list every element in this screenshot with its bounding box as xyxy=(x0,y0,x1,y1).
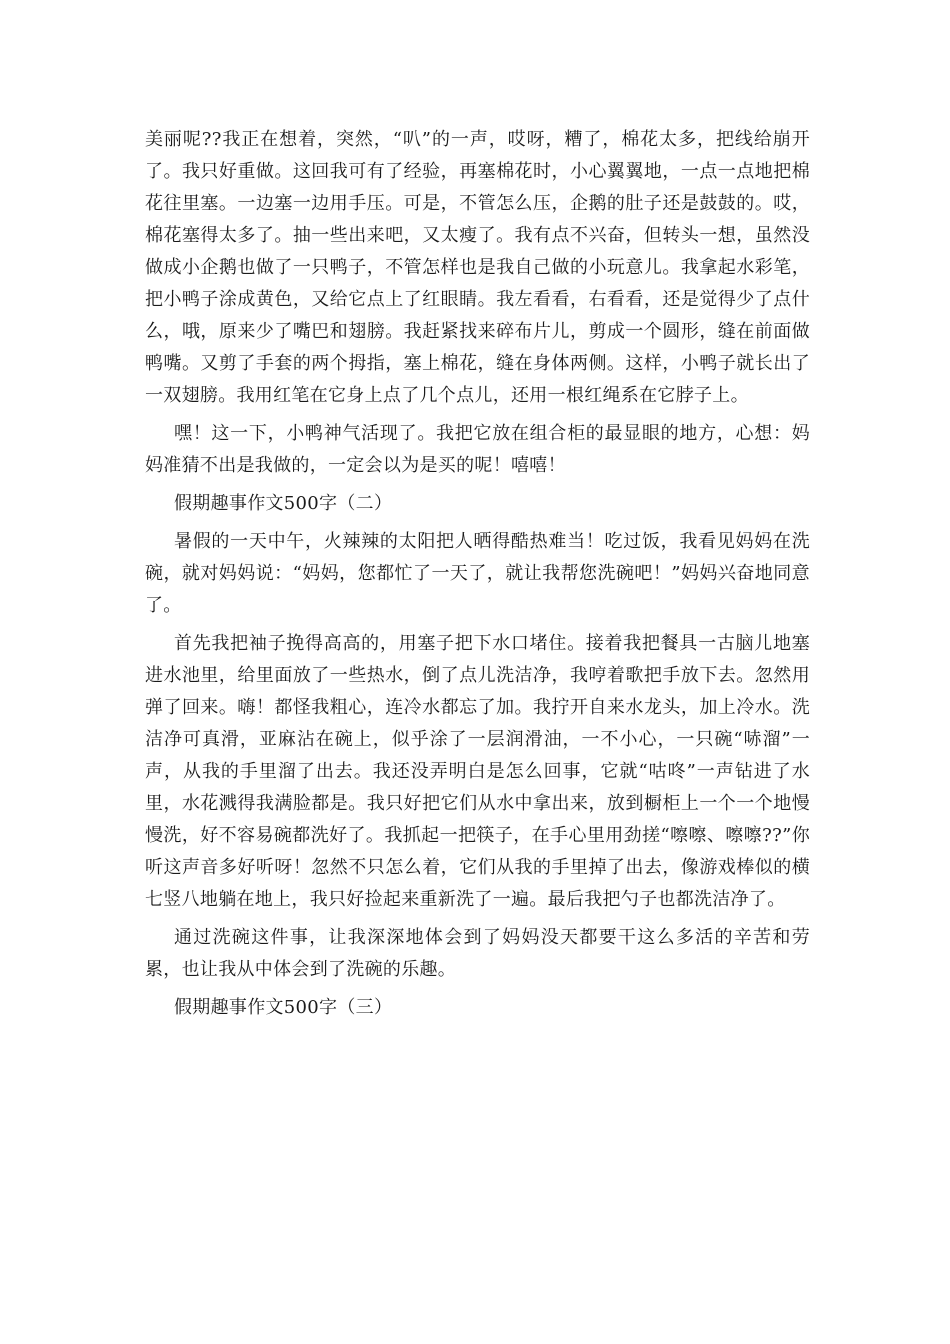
paragraph-1: 美丽呢??我正在想着，突然，“叭”的一声，哎呀，糟了，棉花太多，把线给崩开了。我只好重做。这回我可有了经验，再塞棉花时，小心翼翼地，一点一点地把棉花往里塞。一边塞一边用手压。可是，不管怎么压，企鹅的肚子还是鼓鼓的。哎，棉花塞得太多了。抽一些出来吧，又太瘦了。我有点不兴奋，但转头一想，虽然没做成小企鹅也做了一只鸭子，不管怎样也是我自己做的小玩意儿。我拿起水彩笔，把小鸭子涂成黄色，又给它点上了红眼睛。我左看看，右看看，还是觉得少了点什么，哦，原来少了嘴巴和翅膀。我赶紧找来碎布片儿，剪成一个圆形，缝在前面做鸭嘴。又剪了手套的两个拇指，塞上棉花，缝在身体两侧。这样，小鸭子就长出了一双翅膀。我用红笔在它身上点了几个点儿，还用一根红绳系在它脖子上。 xyxy=(145,129,810,406)
section-heading-3: 假期趣事作文500字（三） xyxy=(174,997,393,1018)
document-body xyxy=(145,124,810,1030)
paragraph-4: 首先我把袖子挽得高高的，用塞子把下水口堵住。接着我把餐具一古脑儿地塞进水池里，给里面放了一些热水，倒了点儿洗洁净，我哼着歌把手放下去。忽然用弹了回来。嗨！都怪我粗心，连冷水都忘了加。我拧开自来水龙头，加上冷水。洗洁净可真滑，亚麻沾在碗上，似乎涂了一层润滑油，一不小心，一只碗“哧溜”一声，从我的手里溜了出去。我还没弄明白是怎么回事，它就“咕咚”一声钻进了水里，水花溅得我满脸都是。我只好把它们从水中拿出来，放到橱柜上一个一个地慢慢洗，好不容易碗都洗好了。我抓起一把筷子，在手心里用劲搓“嚓嚓、嚓嚓??”你听这声音多好听呀！忽然不只怎么着，它们从我的手里掉了出去，像游戏棒似的横七竖八地躺在地上，我只好捡起来重新洗了一遍。最后我把勺子也都洗洁净了。 xyxy=(145,633,810,910)
section-heading-2: 假期趣事作文500字（二） xyxy=(174,493,393,514)
paragraph-3: 暑假的一天中午，火辣辣的太阳把人晒得酷热难当！吃过饭，我看见妈妈在洗碗，就对妈妈说：“妈妈，您都忙了一天了，就让我帮您洗碗吧！”妈妈兴奋地同意了。 xyxy=(145,531,810,616)
paragraph-2: 嘿！这一下，小鸭神气活现了。我把它放在组合柜的最显眼的地方，心想：妈妈准猜不出是我做的，一定会以为是买的呢！嘻嘻！ xyxy=(145,423,810,476)
paragraph-5: 通过洗碗这件事，让我深深地体会到了妈妈没天都要干这么多活的辛苦和劳累，也让我从中体会到了洗碗的乐趣。 xyxy=(145,927,810,980)
